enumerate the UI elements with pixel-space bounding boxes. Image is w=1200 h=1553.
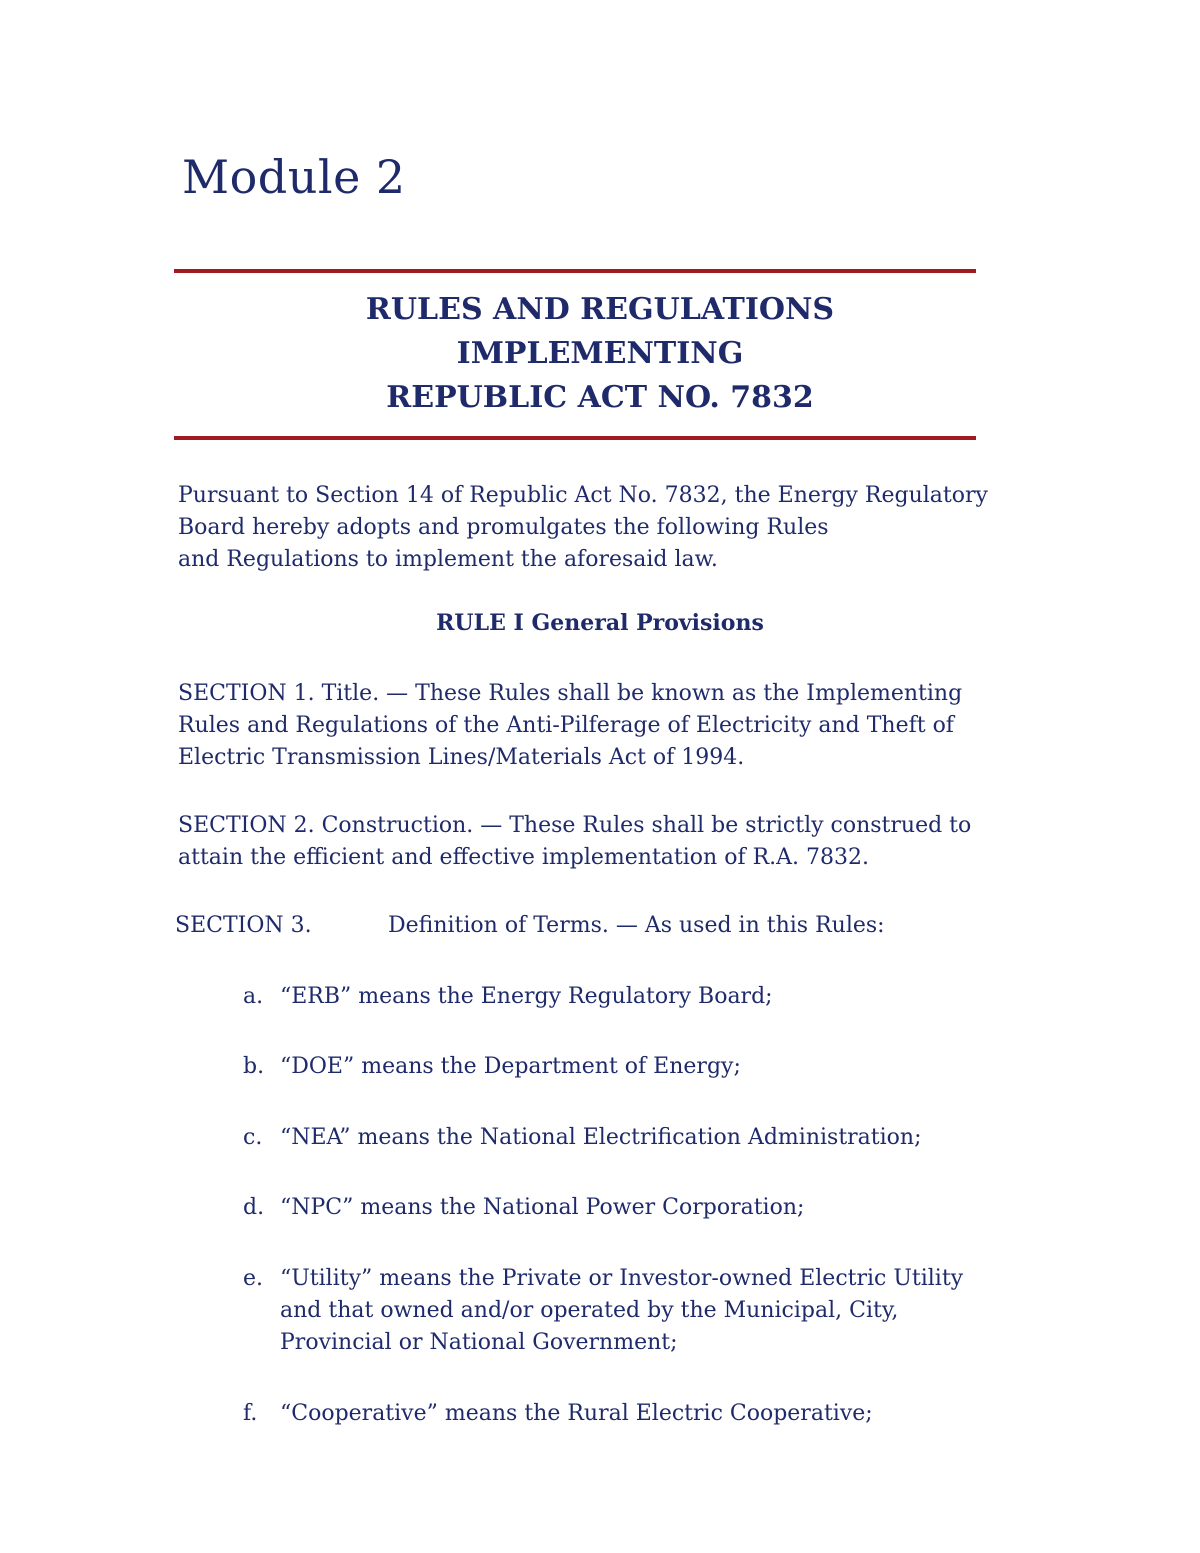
definition-line: “NEA” means the National Electrification Administration; (280, 1125, 922, 1150)
list-marker: c. (243, 1125, 263, 1150)
section-2-paragraph (178, 810, 1048, 874)
section-1-line: Electric Transmission Lines/Materials Act of 1994. (178, 745, 745, 770)
list-marker: b. (243, 1054, 265, 1079)
rule-heading: RULE I General Provisions (436, 610, 764, 636)
intro-paragraph (178, 480, 1048, 576)
title-top-rule (174, 269, 976, 273)
definition-text (280, 1192, 1060, 1224)
definition-line: and that owned and/or operated by the Municipal, City, (280, 1298, 899, 1323)
section-1-line: Rules and Regulations of the Anti-Pilferage of Electricity and Theft of (178, 713, 954, 738)
section-2-line: SECTION 2. Construction. — These Rules shall be strictly construed to (178, 813, 972, 838)
section-1-line: SECTION 1. Title. — These Rules shall be known as the Implementing (178, 681, 963, 706)
module-title: Module 2 (182, 150, 406, 204)
intro-line: and Regulations to implement the aforesaid law. (178, 547, 718, 572)
intro-line: Board hereby adopts and promulgates the following Rules (178, 515, 829, 540)
definition-text (280, 1051, 1060, 1083)
list-marker: f. (243, 1401, 258, 1426)
definition-line: “ERB” means the Energy Regulatory Board; (280, 984, 773, 1009)
document-title-line: REPUBLIC ACT NO. 7832 (386, 380, 814, 415)
definition-line: “Cooperative” means the Rural Electric Cooperative; (280, 1401, 873, 1426)
definition-line: Provincial or National Government; (280, 1330, 678, 1355)
list-marker: e. (243, 1266, 264, 1291)
definition-line: “DOE” means the Department of Energy; (280, 1054, 741, 1079)
definition-line: “NPC” means the National Power Corporation; (280, 1195, 805, 1220)
intro-line: Pursuant to Section 14 of Republic Act No. 7832, the Energy Regulatory (178, 483, 988, 508)
document-title-line: IMPLEMENTING (456, 336, 744, 371)
section-3-heading (175, 910, 885, 942)
definition-text (280, 981, 1060, 1013)
document-title (174, 288, 1026, 420)
list-marker: a. (243, 984, 264, 1009)
definition-text (280, 1398, 1060, 1430)
document-title-line: RULES AND REGULATIONS (365, 292, 835, 327)
definition-text (280, 1263, 1060, 1359)
section-3-text: Definition of Terms. — As used in this Rules: (388, 913, 885, 938)
section-2-line: attain the efficient and effective implementation of R.A. 7832. (178, 845, 869, 870)
definition-line: “Utility” means the Private or Investor-owned Electric Utility (280, 1266, 964, 1291)
section-1-paragraph (178, 678, 1048, 774)
section-3-label: SECTION 3. (175, 913, 312, 938)
list-marker: d. (243, 1195, 265, 1220)
definition-text (280, 1122, 1060, 1154)
title-bottom-rule (174, 436, 976, 440)
